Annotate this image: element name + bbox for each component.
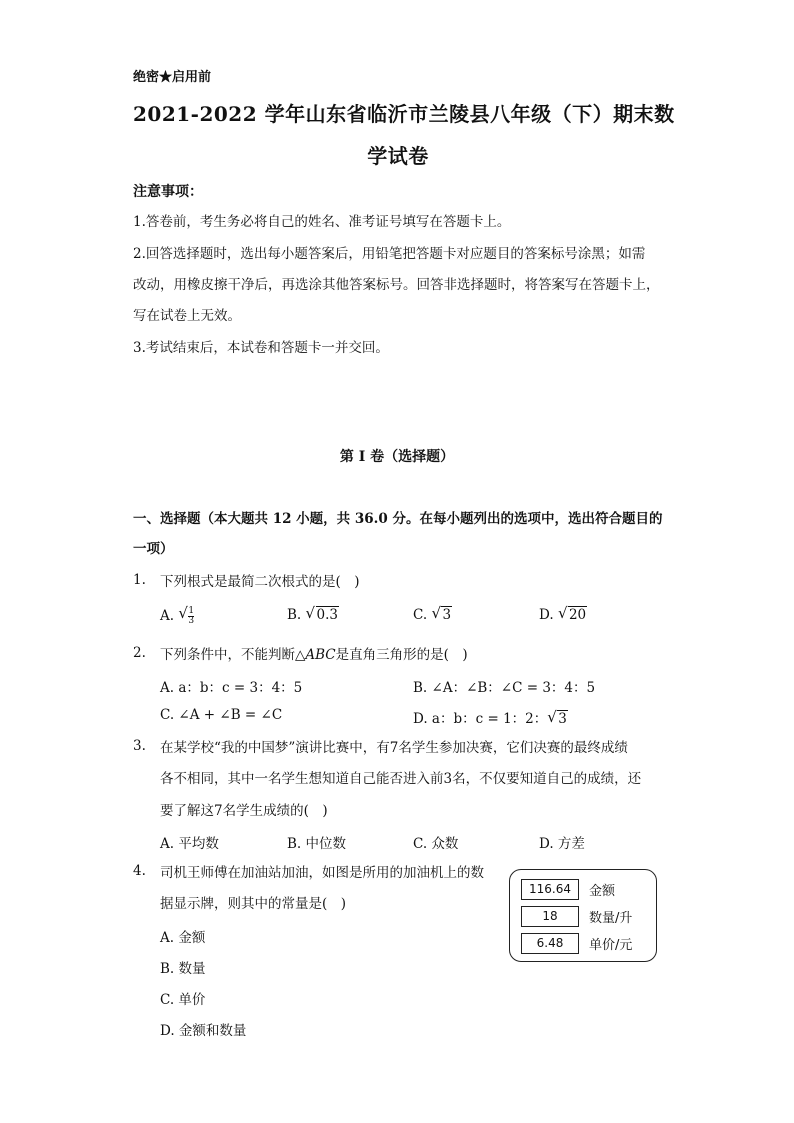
- q4-line2: 据显示牌，则其中的常量是( ): [160, 896, 347, 912]
- exam-title-line2: 学试卷: [367, 144, 429, 168]
- q1-option-c: [413, 604, 452, 623]
- sqrt-symbol: √ 0.3: [305, 604, 338, 623]
- q1-option-c-label: C.: [413, 607, 428, 623]
- q2-stem-pre: 下列条件中，不能判断: [160, 647, 295, 663]
- q2-option-b: B. ∠A：∠B：∠C = 3：4：5: [413, 680, 596, 696]
- pump-quantity-value: 18: [521, 906, 579, 927]
- pump-price-label: 单价/元: [589, 938, 633, 953]
- q4-option-b: B. 数量: [160, 961, 206, 977]
- sqrt-symbol: √ $\frac{1}{3}$: [178, 604, 195, 626]
- pump-quantity-label: 数量/升: [589, 911, 633, 926]
- section-title: 第 I 卷（选择题）: [339, 449, 455, 465]
- q3-option-d: D. 方差: [539, 836, 585, 852]
- q1-option-a-label: A.: [160, 608, 175, 624]
- q3-option-b: B. 中位数: [287, 836, 347, 852]
- notice-item-1: 1.答卷前，考生务必将自己的姓名、准考证号填写在答题卡上。: [133, 214, 511, 230]
- notice-heading: 注意事项：: [133, 184, 203, 200]
- q1-option-d-label: D.: [539, 607, 554, 623]
- q4-option-a: A. 金额: [160, 930, 206, 946]
- q2-option-c: C. ∠A + ∠B = ∠C: [160, 707, 283, 723]
- notice-item-2-line3: 写在试卷上无效。: [133, 308, 241, 324]
- q1-a-denominator: 3: [188, 616, 195, 626]
- pump-row-amount: [521, 879, 615, 900]
- exam-title-line1: 2021-2022 学年山东省临沂市兰陵县八年级（下）期末数: [133, 102, 675, 126]
- pump-row-quantity: [521, 906, 632, 927]
- q2-number: 2.: [133, 645, 146, 661]
- q3-number: 3.: [133, 738, 146, 754]
- q2-triangle: △ABC: [295, 647, 336, 663]
- q4-option-c: C. 单价: [160, 992, 206, 1008]
- q2-d-radicand: 3: [558, 711, 567, 727]
- q3-line3: 要了解这7名学生成绩的( ): [160, 803, 328, 819]
- q3-option-c: C. 众数: [413, 836, 459, 852]
- q2-option-d-text: D. a：b：c = 1：2：: [413, 711, 548, 727]
- notice-item-3: 3.考试结束后，本试卷和答题卡一并交回。: [133, 340, 389, 356]
- q2-option-d: [413, 707, 568, 727]
- q3-option-a: A. 平均数: [160, 836, 219, 852]
- part-heading-line2: 一项）: [133, 541, 174, 557]
- fuel-pump-display: [509, 869, 657, 962]
- q4-option-d: D. 金额和数量: [160, 1023, 247, 1039]
- q1-option-b: [287, 604, 339, 623]
- sqrt-symbol: √ 3: [547, 708, 567, 727]
- q1-a-numerator: 1: [188, 606, 195, 616]
- q1-option-b-label: B.: [287, 607, 302, 623]
- q3-line2: 各不相同，其中一名学生想知道自己能否进入前3名，不仅要知道自己的成绩，还: [160, 771, 642, 787]
- q1-option-d: [539, 604, 587, 623]
- pump-price-value: 6.48: [521, 933, 579, 954]
- confidential-mark: 绝密★启用前: [133, 70, 212, 85]
- pump-row-price: [521, 933, 632, 954]
- notice-item-2-line1: 2.回答选择题时，选出每小题答案后，用铅笔把答题卡对应题目的答案标号涂黑；如需: [133, 246, 646, 262]
- q3-line1: 在某学校“我的中国梦”演讲比赛中，有7名学生参加决赛，它们决赛的最终成绩: [160, 740, 628, 756]
- pump-amount-value: 116.64: [521, 879, 579, 900]
- q1-stem: 下列根式是最简二次根式的是( ): [160, 574, 360, 590]
- q4-line1: 司机王师傅在加油站加油，如图是所用的加油机上的数: [160, 865, 484, 881]
- q1-d-radicand: 20: [568, 607, 587, 623]
- q1-b-radicand: 0.3: [316, 607, 338, 623]
- q1-option-a: [160, 604, 195, 626]
- sqrt-symbol: √ 3: [431, 604, 452, 623]
- part-heading-line1: 一、选择题（本大题共 12 小题，共 36.0 分。在每小题列出的选项中，选出符合题目的: [133, 511, 663, 527]
- pump-amount-label: 金额: [589, 884, 616, 899]
- q4-number: 4.: [133, 863, 146, 879]
- sqrt-symbol: √ 20: [557, 604, 587, 623]
- q2-stem-post: 是直角三角形的是( ): [335, 647, 468, 663]
- q2-stem: [160, 645, 468, 665]
- q1-c-radicand: 3: [442, 607, 452, 623]
- notice-item-2-line2: 改动，用橡皮擦干净后，再选涂其他答案标号。回答非选择题时，将答案写在答题卡上，: [133, 277, 660, 293]
- q1-number: 1.: [133, 572, 146, 588]
- q2-option-a: A. a：b：c = 3：4：5: [160, 680, 303, 696]
